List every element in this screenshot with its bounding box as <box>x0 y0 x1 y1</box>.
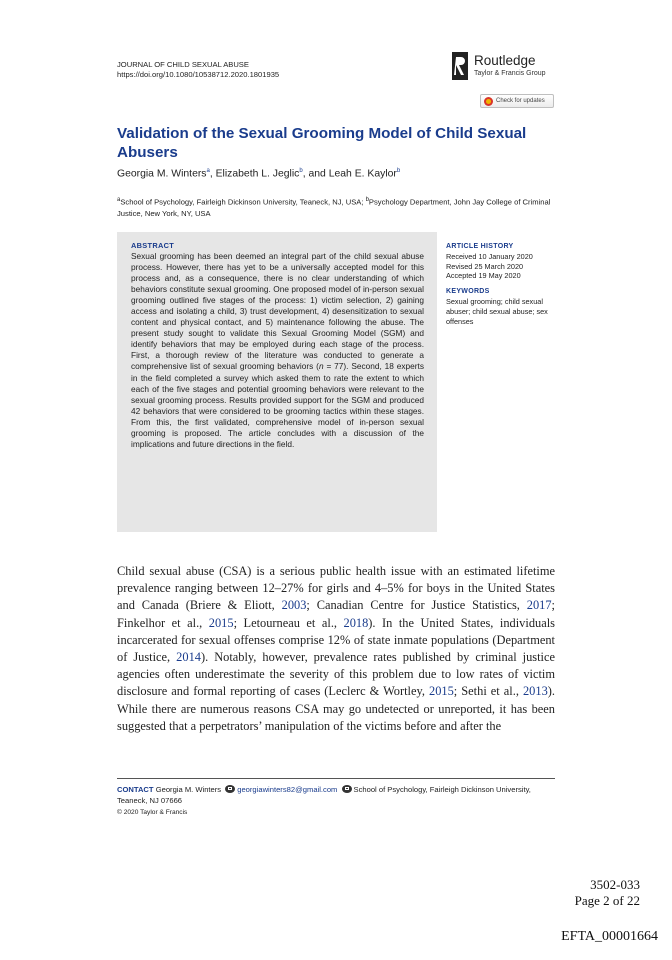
author-name: Georgia M. Winters <box>117 168 207 180</box>
address-icon <box>342 785 352 793</box>
page-number: Page 2 of 22 <box>574 893 640 908</box>
citation-link[interactable]: 2017 <box>526 598 552 613</box>
citation-link[interactable]: 2003 <box>281 598 307 613</box>
journal-name: JOURNAL OF CHILD SEXUAL ABUSE <box>117 60 249 69</box>
article-sidebar <box>446 242 558 326</box>
author-list: Georgia M. Winters$^a$, Elizabeth L. Jeglic$^b$, and Leah E. Kaylor$^b$ <box>117 168 401 180</box>
document-number: 3502-033 <box>590 877 640 892</box>
body-paragraph: Child sexual abuse (CSA) is a serious public health issue with an estimated lifetime prevalence ranging between 12–27% for girls and 4–5% for boys in the United States and Canada (Briere & Eliott, 2003; Canadian Centre for Justice Statistics, 2017; Finkelhor et al., 2015; Letourneau et al., 2018). In the United States, individuals incarcerated for sexual offenses comprise 12% of state inmate populations (Department of Justice, 2014). Notably, however, prevalence rates published by criminal justice agencies often underestimate the severity of this problem due to low rates of victim disclosure and formal reporting of cases (Leclerc & Wortley, 2015; Sethi et al., 2013). While there are numerous reasons CSA may go undetected or unreported, it has been suggested that a perpetrators’ manipulation of the victims before and after the <box>117 564 555 733</box>
keywords-heading: KEYWORDS <box>446 288 490 296</box>
citation-link[interactable]: 2014 <box>176 650 201 665</box>
contact-name: Georgia M. Winters <box>155 785 222 794</box>
received-date: Received 10 January 2020 <box>446 251 533 261</box>
contact-address: School of Psychology, Fairleigh Dickinson University, Teaneck, NJ 07666 <box>117 785 531 805</box>
author-affiliation-sup[interactable]: b <box>396 168 401 174</box>
contact-info <box>117 785 557 806</box>
author-affiliation-sup[interactable]: a <box>206 168 210 174</box>
copyright-notice: © 2020 Taylor & Francis <box>117 809 188 816</box>
contact-email-link[interactable]: georgiawinters82@gmail.com <box>237 785 338 794</box>
abstract-heading: ABSTRACT <box>131 241 175 250</box>
doi-link[interactable]: https://doi.org/10.1080/10538712.2020.1801935 <box>117 70 280 79</box>
affiliations: $^a$School of Psychology, Fairleigh Dickinson University, Teaneck, NJ, USA; $^b$Psychology Department, John Jay College of Criminal Justice, New York, NY, USA <box>117 197 551 218</box>
check-for-updates-button[interactable] <box>480 94 554 108</box>
crossmark-icon <box>484 97 493 106</box>
revised-date: Revised 25 March 2020 <box>446 261 524 271</box>
page-stamp <box>575 877 640 909</box>
publisher-subtitle: Taylor & Francis Group <box>474 70 546 77</box>
check-for-updates-label: Check for updates <box>496 98 545 104</box>
journal-header <box>117 60 279 80</box>
publisher-name: Routledge <box>474 53 536 68</box>
author-affiliation-sup[interactable]: b <box>299 168 303 174</box>
keywords-list: Sexual grooming; child sexual abuser; child sexual abuse; sex offenses <box>446 296 548 326</box>
footer-divider <box>117 778 555 779</box>
article-history-heading: ARTICLE HISTORY <box>446 243 514 250</box>
abstract-box <box>117 232 437 532</box>
author-name: Elizabeth L. Jeglic <box>215 168 300 180</box>
citation-link[interactable]: 2015 <box>429 684 454 699</box>
accepted-date: Accepted 19 May 2020 <box>446 271 521 281</box>
efta-id: EFTA_00001664 <box>561 929 658 944</box>
author-name: Leah E. Kaylor <box>328 168 397 180</box>
publisher-logo <box>452 52 562 84</box>
routledge-logo-icon <box>452 52 468 80</box>
article-title: Validation of the Sexual Grooming Model of Child Sexual Abusers <box>117 125 527 161</box>
citation-link[interactable]: 2018 <box>343 615 369 630</box>
citation-link[interactable]: 2015 <box>208 615 234 630</box>
citation-link[interactable]: 2013 <box>522 684 548 699</box>
abstract-text: Sexual grooming has been deemed an integral part of the child sexual abuse process. However, there has yet to be a universally accepted model for this process and, as a consequence, there is no clear understanding of which behaviors constitute sexual grooming. One proposed model of in-person sexual grooming outlined five stages of the process: 1) victim selection, 2) gaining access and isolating a child, 3) trust development, 4) desensitization to sexual content and physical contact, and 5) maintenance following the abuse. The present study sought to validate this Sexual Grooming Model (SGM) and identify behaviors that may be employed during each stage of the process. First, a thorough review of the literature was conducted to generate a comprehensive list of sexual grooming behaviors (n = 77). Second, 18 experts in the field completed a survey which asked them to rate the extent to which each of the five stages and potential grooming behaviors were relevant to the sexual grooming process. Results provided support for the SGM and produced 42 behaviors that were considered to be grooming tactics within these stages. From this, the first validated, comprehensive model of in-person sexual grooming is proposed. The article concludes with a discussion of the implications and future directions in the field. <box>131 251 424 449</box>
email-icon <box>225 785 235 793</box>
contact-label: CONTACT <box>117 785 154 794</box>
